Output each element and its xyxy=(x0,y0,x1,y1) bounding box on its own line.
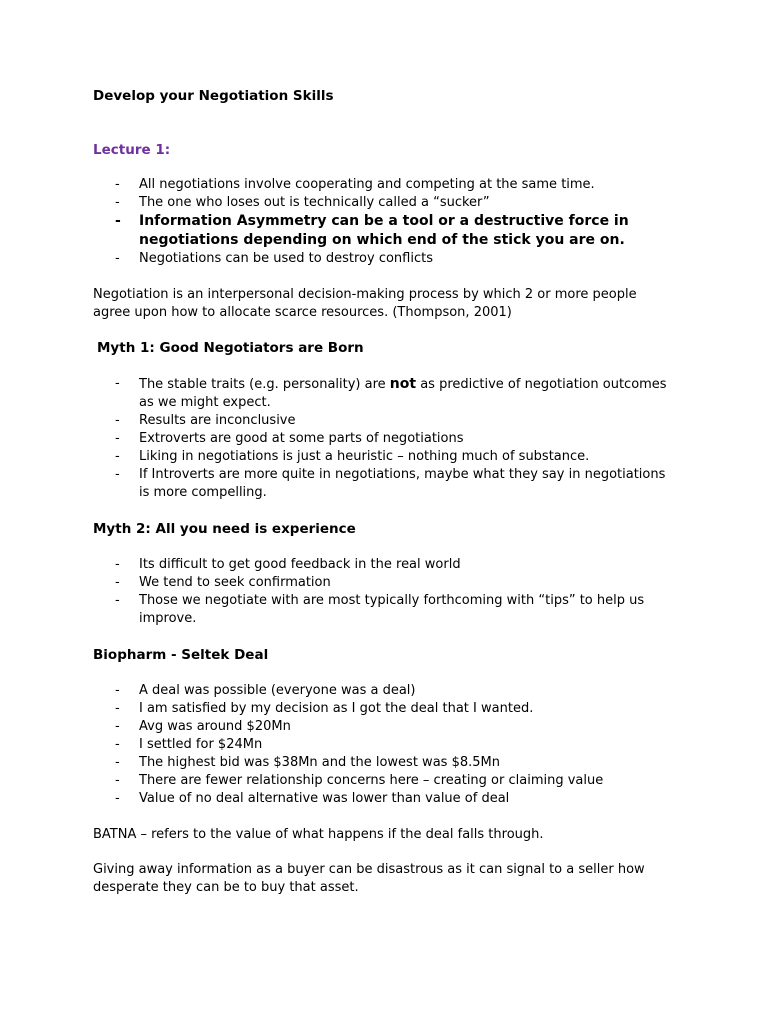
list-item: - The highest bid was $38Mn and the lowest was $8.5Mn xyxy=(93,754,673,772)
list-item: - Extroverts are good at some parts of negotiations xyxy=(93,430,673,448)
bullet-text: The stable traits (e.g. personality) are xyxy=(139,377,390,392)
list-item: - Its difficult to get good feedback in the real world xyxy=(93,556,673,574)
myth1-heading: Myth 1: Good Negotiators are Born xyxy=(97,340,364,356)
lecture-heading: Lecture 1: xyxy=(93,142,171,158)
list-item: - Negotiations can be used to destroy conflicts xyxy=(93,250,673,268)
list-item: - Value of no deal alternative was lower than value of deal xyxy=(93,790,673,808)
document-body xyxy=(93,87,673,897)
myth1-bullet-list xyxy=(93,375,673,502)
list-item: - There are fewer relationship concerns here – creating or claiming value xyxy=(93,772,673,790)
list-item: - I settled for $24Mn xyxy=(93,736,673,754)
list-item: - Liking in negotiations is just a heuristic – nothing much of substance. xyxy=(93,448,673,466)
lecture-bullet-list xyxy=(93,176,673,268)
list-item: - Results are inconclusive xyxy=(93,412,673,430)
bullet-text: as predictive of negotiation outcomes as we might expect. xyxy=(139,377,667,410)
list-item: - If Introverts are more quite in negotiations, maybe what they say in negotiations is more compelling. xyxy=(93,466,673,502)
list-item: - I am satisfied by my decision as I got the deal that I wanted. xyxy=(93,700,673,718)
myth2-bullet-list xyxy=(93,556,673,628)
list-item: - All negotiations involve cooperating and competing at the same time. xyxy=(93,176,673,194)
document-title: Develop your Negotiation Skills xyxy=(93,88,334,104)
deal-heading: Biopharm - Seltek Deal xyxy=(93,647,269,663)
information-paragraph: Giving away information as a buyer can be disastrous as it can signal to a seller how desperate they can be to buy that asset. xyxy=(93,862,645,895)
deal-bullet-list xyxy=(93,682,673,808)
myth2-heading: Myth 2: All you need is experience xyxy=(93,521,356,537)
list-item: - A deal was possible (everyone was a deal) xyxy=(93,682,673,700)
definition-paragraph: Negotiation is an interpersonal decision-making process by which 2 or more people agree upon how to allocate scarce resources. (Thompson, 2001) xyxy=(93,287,637,320)
batna-paragraph: BATNA – refers to the value of what happens if the deal falls through. xyxy=(93,827,544,842)
list-item: - The one who loses out is technically called a “sucker” xyxy=(93,194,673,212)
list-item: - Those we negotiate with are most typically forthcoming with “tips” to help us improve. xyxy=(93,592,673,628)
list-item: - We tend to seek confirmation xyxy=(93,574,673,592)
list-item: - Avg was around $20Mn xyxy=(93,718,673,736)
emphasis-word: not xyxy=(389,376,417,392)
list-item xyxy=(93,375,673,412)
list-item-emphasis: - Information Asymmetry can be a tool or a destructive force in negotiations depending on which end of the stick you are on. xyxy=(93,212,673,250)
